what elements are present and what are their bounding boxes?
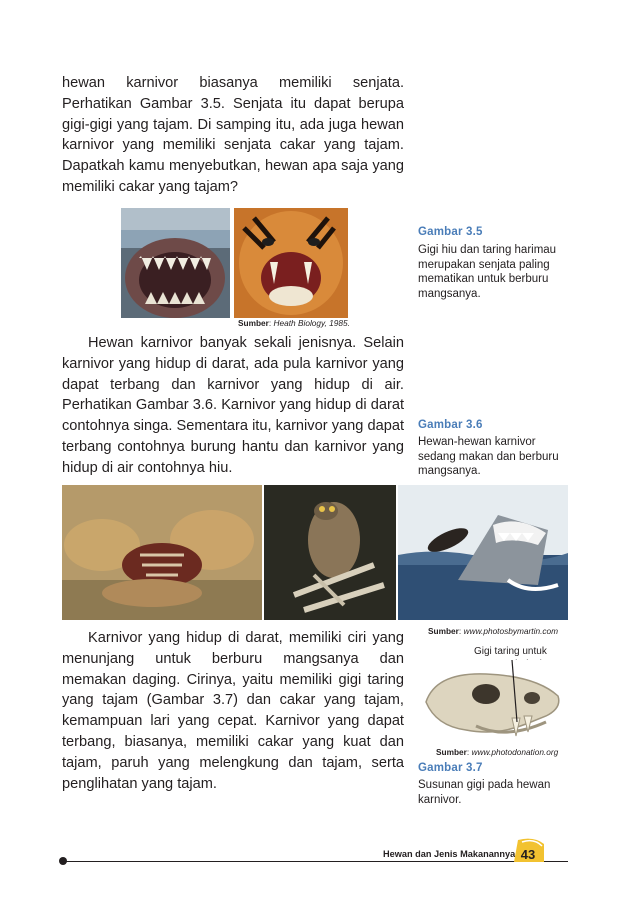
fig37-title: Gambar 3.7 (418, 762, 483, 774)
fig37-source: Sumber: www.photodonation.org (436, 747, 559, 757)
carnivore-skull-photo (416, 660, 566, 744)
footer-chapter-title: Hewan dan Jenis Makanannya (383, 849, 516, 859)
fig37-caption: Susunan gigi pada hewan karnivor. (418, 779, 551, 806)
fig36-source: Sumber: www.photosbymartin.com (428, 626, 559, 636)
shark-hunting-seal-photo (398, 485, 568, 620)
paragraph-carnivore-traits: Karnivor yang hidup di darat, memiliki ciri yang menunjang untuk berburu mangsanya dan memakan daging. Cirinya, yaitu memiliki gigi taring yang tajam (Gambar 3.7) dan cakar yang tajam, kemampuan lari yang cepat. Karnivor yang dapat terbang, biasanya, memiliki cakar yang kuat dan tajam, paruh yang melengkung dan tajam, serta penglihatan yang tajam. (62, 630, 404, 792)
shark-teeth-photo (121, 208, 230, 318)
fig35-caption: Gigi hiu dan taring harimau merupakan senjata paling mematikan untuk berburu mangsanya. (418, 244, 557, 300)
lions-eating-photo (62, 485, 262, 620)
paragraph-carnivore-types: Hewan karnivor banyak sekali jenisnya. Selain karnivor yang hidup di darat, ada pula karnivor yang dapat terbang dan karnivor yang hidup di air. Perhatikan Gambar 3.6. Karnivor yang hidup di darat contohnya singa. Sementara itu, karnivor yang dapat terbang contohnya burung hantu dan karnivor yang hidup di air contohnya hiu. (62, 335, 404, 476)
footer-rule (64, 861, 568, 862)
owl-hunting-photo (264, 485, 396, 620)
fig36-caption: Hewan-hewan karnivor sedang makan dan berburu mangsanya. (418, 436, 559, 478)
paragraph-intro: hewan karnivor biasanya memiliki senjata. Perhatikan Gambar 3.5. Senjata itu dapat berupa gigi-gigi yang tajam. Di samping itu, ada juga hewan karnivor yang memiliki senjata cakar yang tajam. Dapatkah kamu menyebutkan, hewan apa saja yang memiliki cakar yang tajam? (62, 75, 404, 195)
fig36-title: Gambar 3.6 (418, 419, 483, 431)
fig35-source: Sumber: Heath Biology, 1985. (238, 318, 350, 328)
fig35-title: Gambar 3.5 (418, 226, 483, 238)
tiger-fangs-photo (234, 208, 348, 318)
page-number: 43 (520, 847, 536, 862)
fig37-annotation: Gigi taring untuk (474, 646, 547, 657)
